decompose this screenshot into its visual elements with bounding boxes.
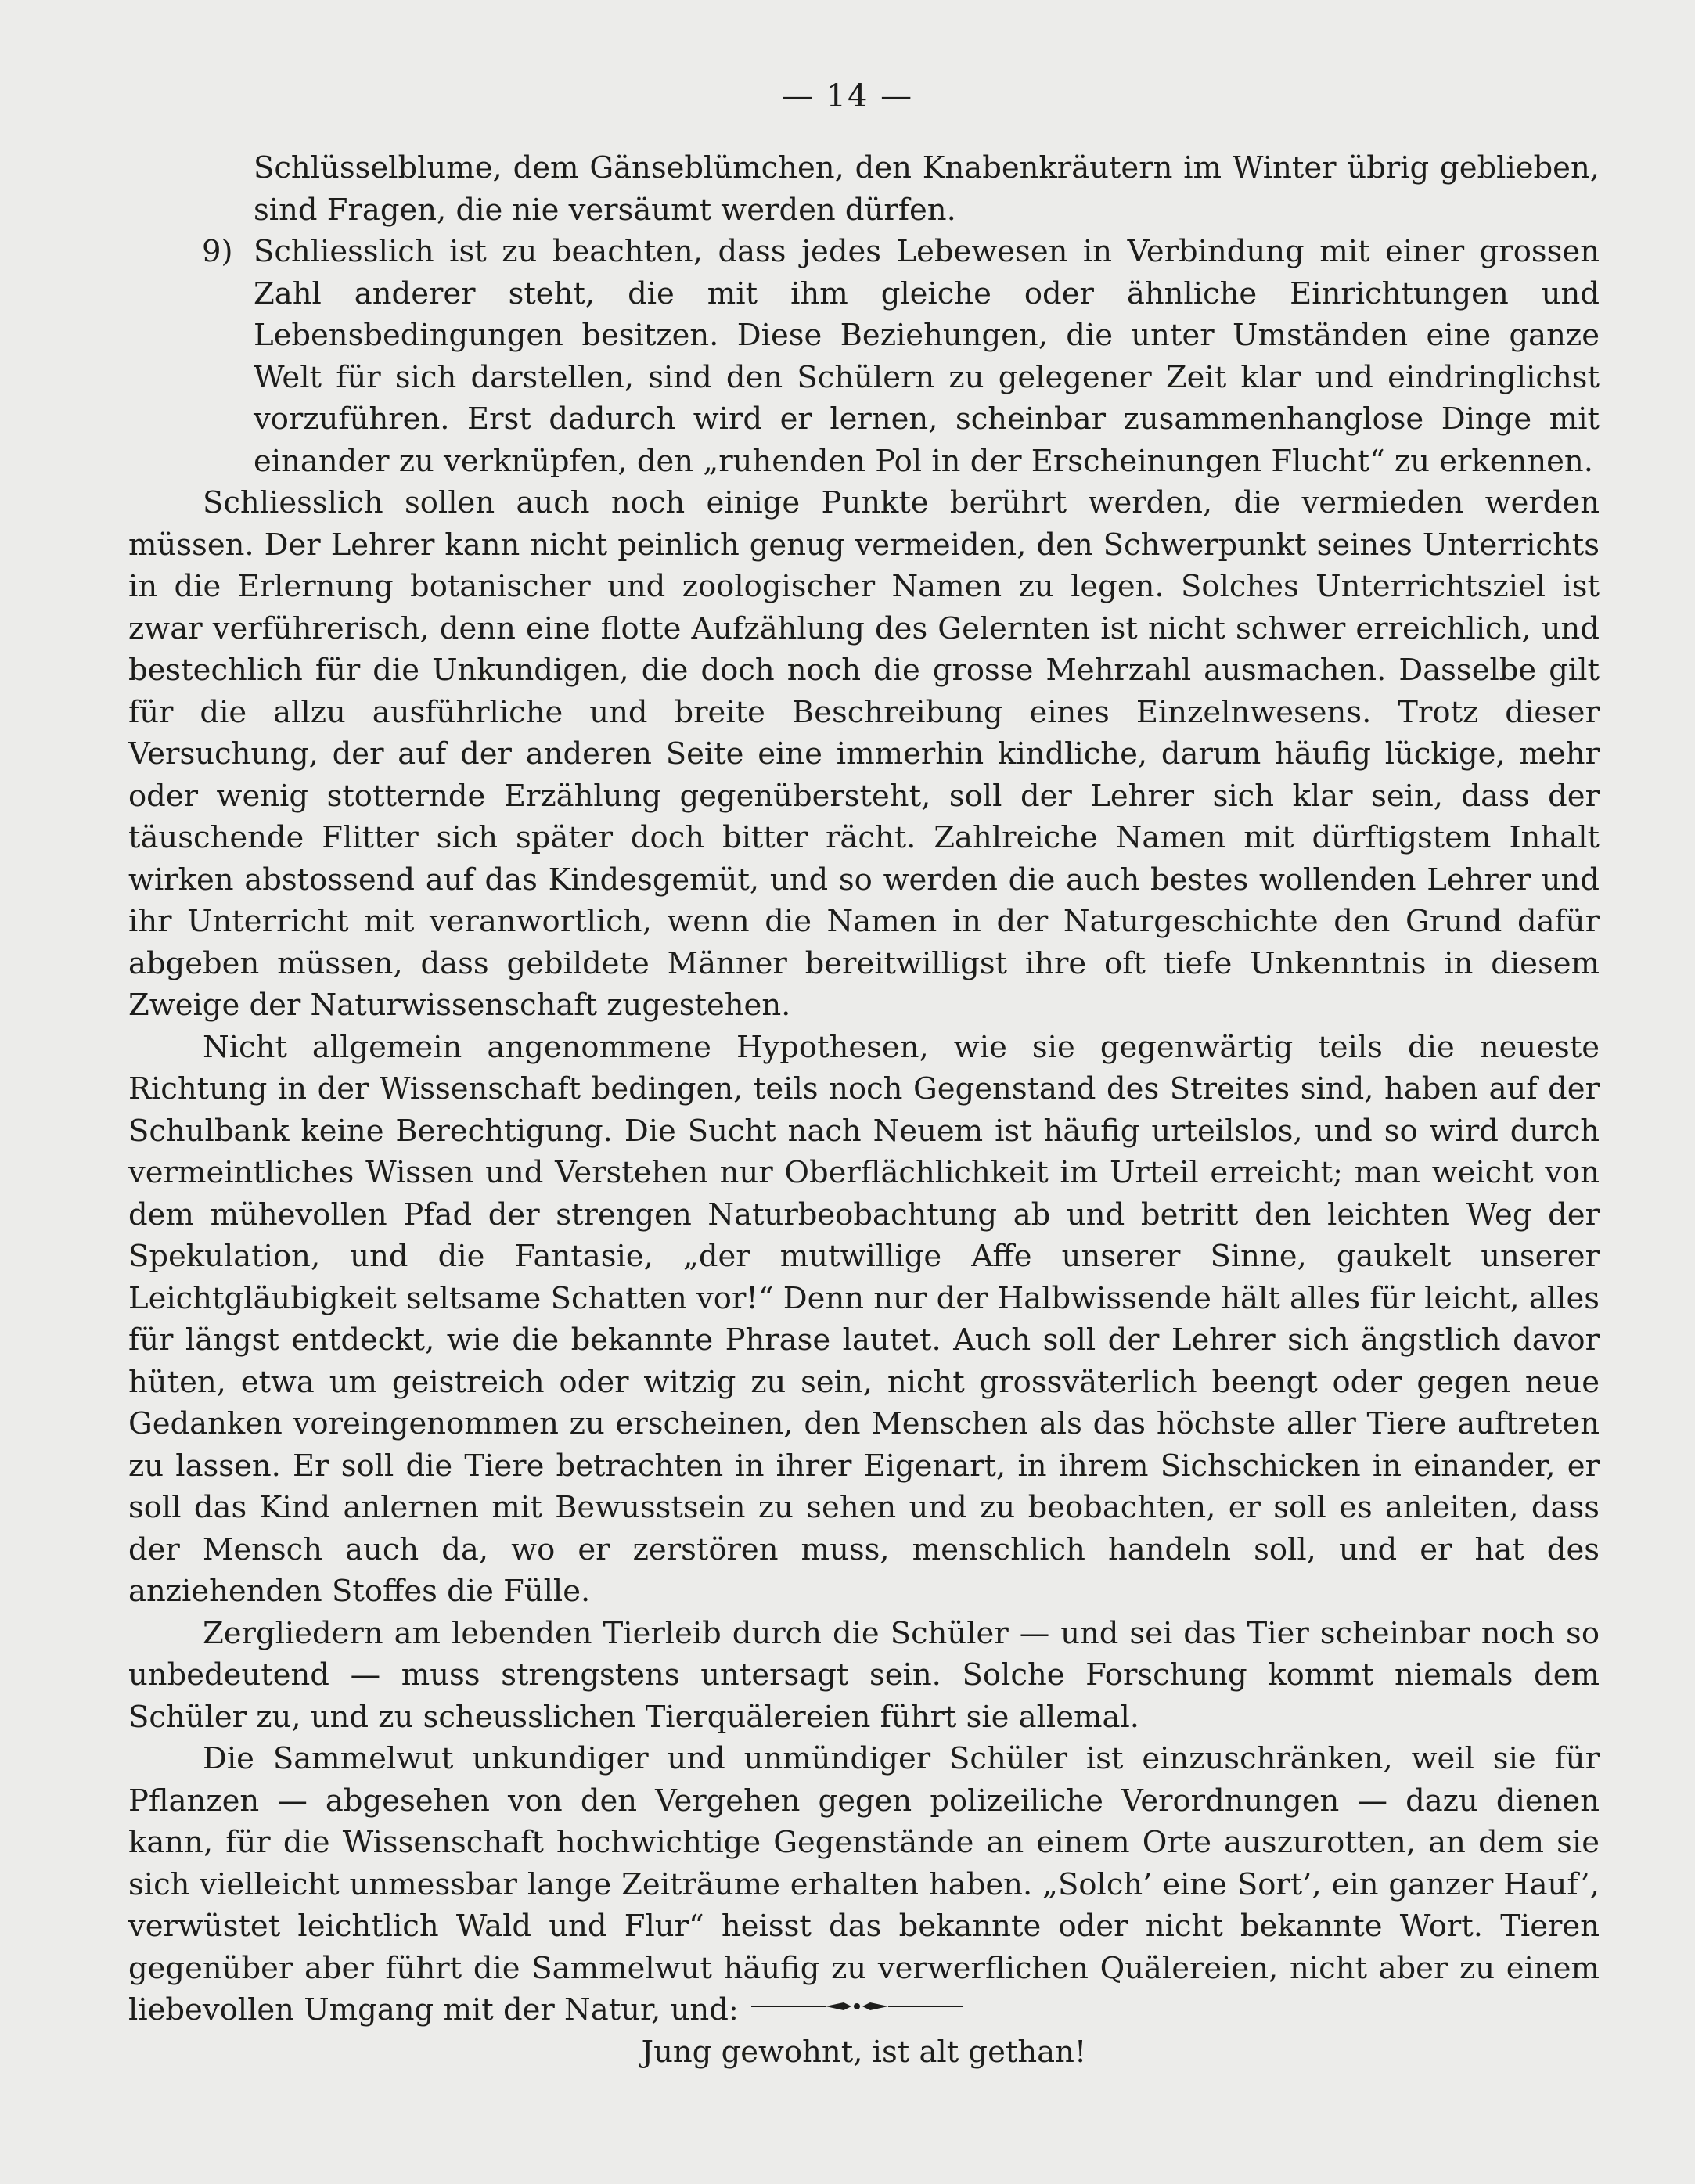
body-text <box>128 147 1600 2073</box>
paragraph: Zergliedern am lebenden Tierleib durch die Schüler — und sei das Tier scheinbar noch so unbedeutend — muss strengstens untersagt sein. Solche Forschung kommt niemals dem Schüler zu, und zu scheusslichen Tierquälereien führt sie allemal. <box>128 1615 1600 1735</box>
page-number: — 14 — <box>781 78 914 114</box>
paragraph: Nicht allgemein angenommene Hypothesen, wie sie gegenwärtig teils die neueste Richtung in der Wissenschaft bedingen, teils noch Gegenstand des Streites sind, haben auf der Schulbank keine Berechtigung. Die Sucht nach Neuem ist häufig urteilslos, und so wird durch vermeintliches Wissen und Verstehen nur Oberflächlichkeit im Urteil erreicht; man weicht von dem mühevollen Pfad der strengen Naturbeobachtung ab und betritt den leichten Weg der Spekulation, und die Fantasie, „der mutwillige Affe unserer Sinne, gaukelt unserer Leichtgläubigkeit seltsame Schatten vor!“ Denn nur der Halbwissende hält alles für leicht, alles für längst entdeckt, wie die bekannte Phrase lautet. Auch soll der Lehrer sich ängstlich davor hüten, etwa um geistreich oder witzig zu sein, nicht grossväterlich beengt oder gegen neue Gedanken voreingenommen zu erscheinen, den Menschen als das höchste aller Tiere auftreten zu lassen. Er soll die Tiere betrachten in ihrer Eigenart, in ihrem Sichschicken in einander, er soll das Kind anlernen mit Bewusstsein zu sehen und zu beobachten, er soll es anleiten, dass der Mensch auch da, wo er zerstören muss, menschlich handeln soll, und er hat des anziehenden Stoffes die Fülle. <box>128 1029 1600 1609</box>
paragraph-text: Schlüsselblume, dem Gänseblümchen, den Knabenkräutern im Winter übrig geblieben, sind Fragen, die nie versäumt werden dürfen. <box>254 150 1600 228</box>
paragraph: Die Sammelwut unkundiger und unmündiger Schüler ist einzuschränken, weil sie für Pflanzen — abgesehen von den Vergehen gegen polizeiliche Verordnungen — dazu dienen kann, für die Wissenschaft hochwichtige Gegenstände an einem Orte auszurotten, an dem sie sich vielleicht unmessbar lange Zeiträume erhalten haben. „Solch’ eine Sort’, ein ganzer Hauf’, verwüstet leichtlich Wald und Flur“ heisst das bekannte oder nicht bekannte Wort. Tieren gegenüber aber führt die Sammelwut häufig zu verwerflichen Quälereien, nicht aber zu einem liebevollen Umgang mit der Natur, und: <box>128 1741 1600 2027</box>
list-number: 9) <box>202 234 233 269</box>
paragraph: Schliesslich sollen auch noch einige Punkte berührt werden, die vermieden werden müssen. Der Lehrer kann nicht peinlich genug vermeiden, den Schwerpunkt seines Unterrichts in die Erlernung botanischer und zoologischer Namen zu legen. Solches Unterrichtsziel ist zwar verführerisch, denn eine flotte Aufzählung des Gelernten ist nicht schwer erreichlich, und bestechlich für die Unkundigen, die doch noch die grosse Mehrzahl ausmachen. Dasselbe gilt für die allzu ausführliche und breite Beschreibung eines Einzelnwesens. Trotz dieser Versuchung, der auf der anderen Seite eine immerhin kindliche, darum häufig lückige, mehr oder wenig stotternde Erzählung gegenübersteht, soll der Lehrer sich klar sein, dass der täuschende Flitter sich später doch bitter rächt. Zahlreiche Namen mit dürftigstem Inhalt wirken abstossend auf das Kindesgemüt, und so werden die auch bestes wollenden Lehrer und ihr Unterricht mit veranwortlich, wenn die Namen in der Naturgeschichte den Grund dafür abgeben müssen, dass gebildete Männer bereitwilligst ihre oft tiefe Unkenntnis in diesem Zweige der Naturwissenschaft zugestehen. <box>128 485 1600 1023</box>
paragraph-text: Schliesslich ist zu beachten, dass jedes Lebewesen in Verbindung mit einer grossen Zahl anderer steht, die mit ihm gleiche oder ähnliche Einrichtungen und Lebensbedingungen besitzen. Diese Beziehungen, die unter Umständen eine ganze Welt für sich darstellen, sind den Schülern zu gelegener Zeit klar und eindringlichst vorzuführen. Erst dadurch wird er lernen, scheinbar zusammenhanglose Dinge mit einander zu verknüpfen, den „ruhenden Pol in der Erscheinungen Flucht“ zu erkennen. <box>254 234 1600 479</box>
list-item-9 <box>128 231 1600 482</box>
ornament-divider-icon <box>751 1995 963 2018</box>
closing-verse: Jung gewohnt, ist alt gethan! <box>641 2034 1087 2070</box>
paragraph-8-continuation <box>128 147 1600 231</box>
